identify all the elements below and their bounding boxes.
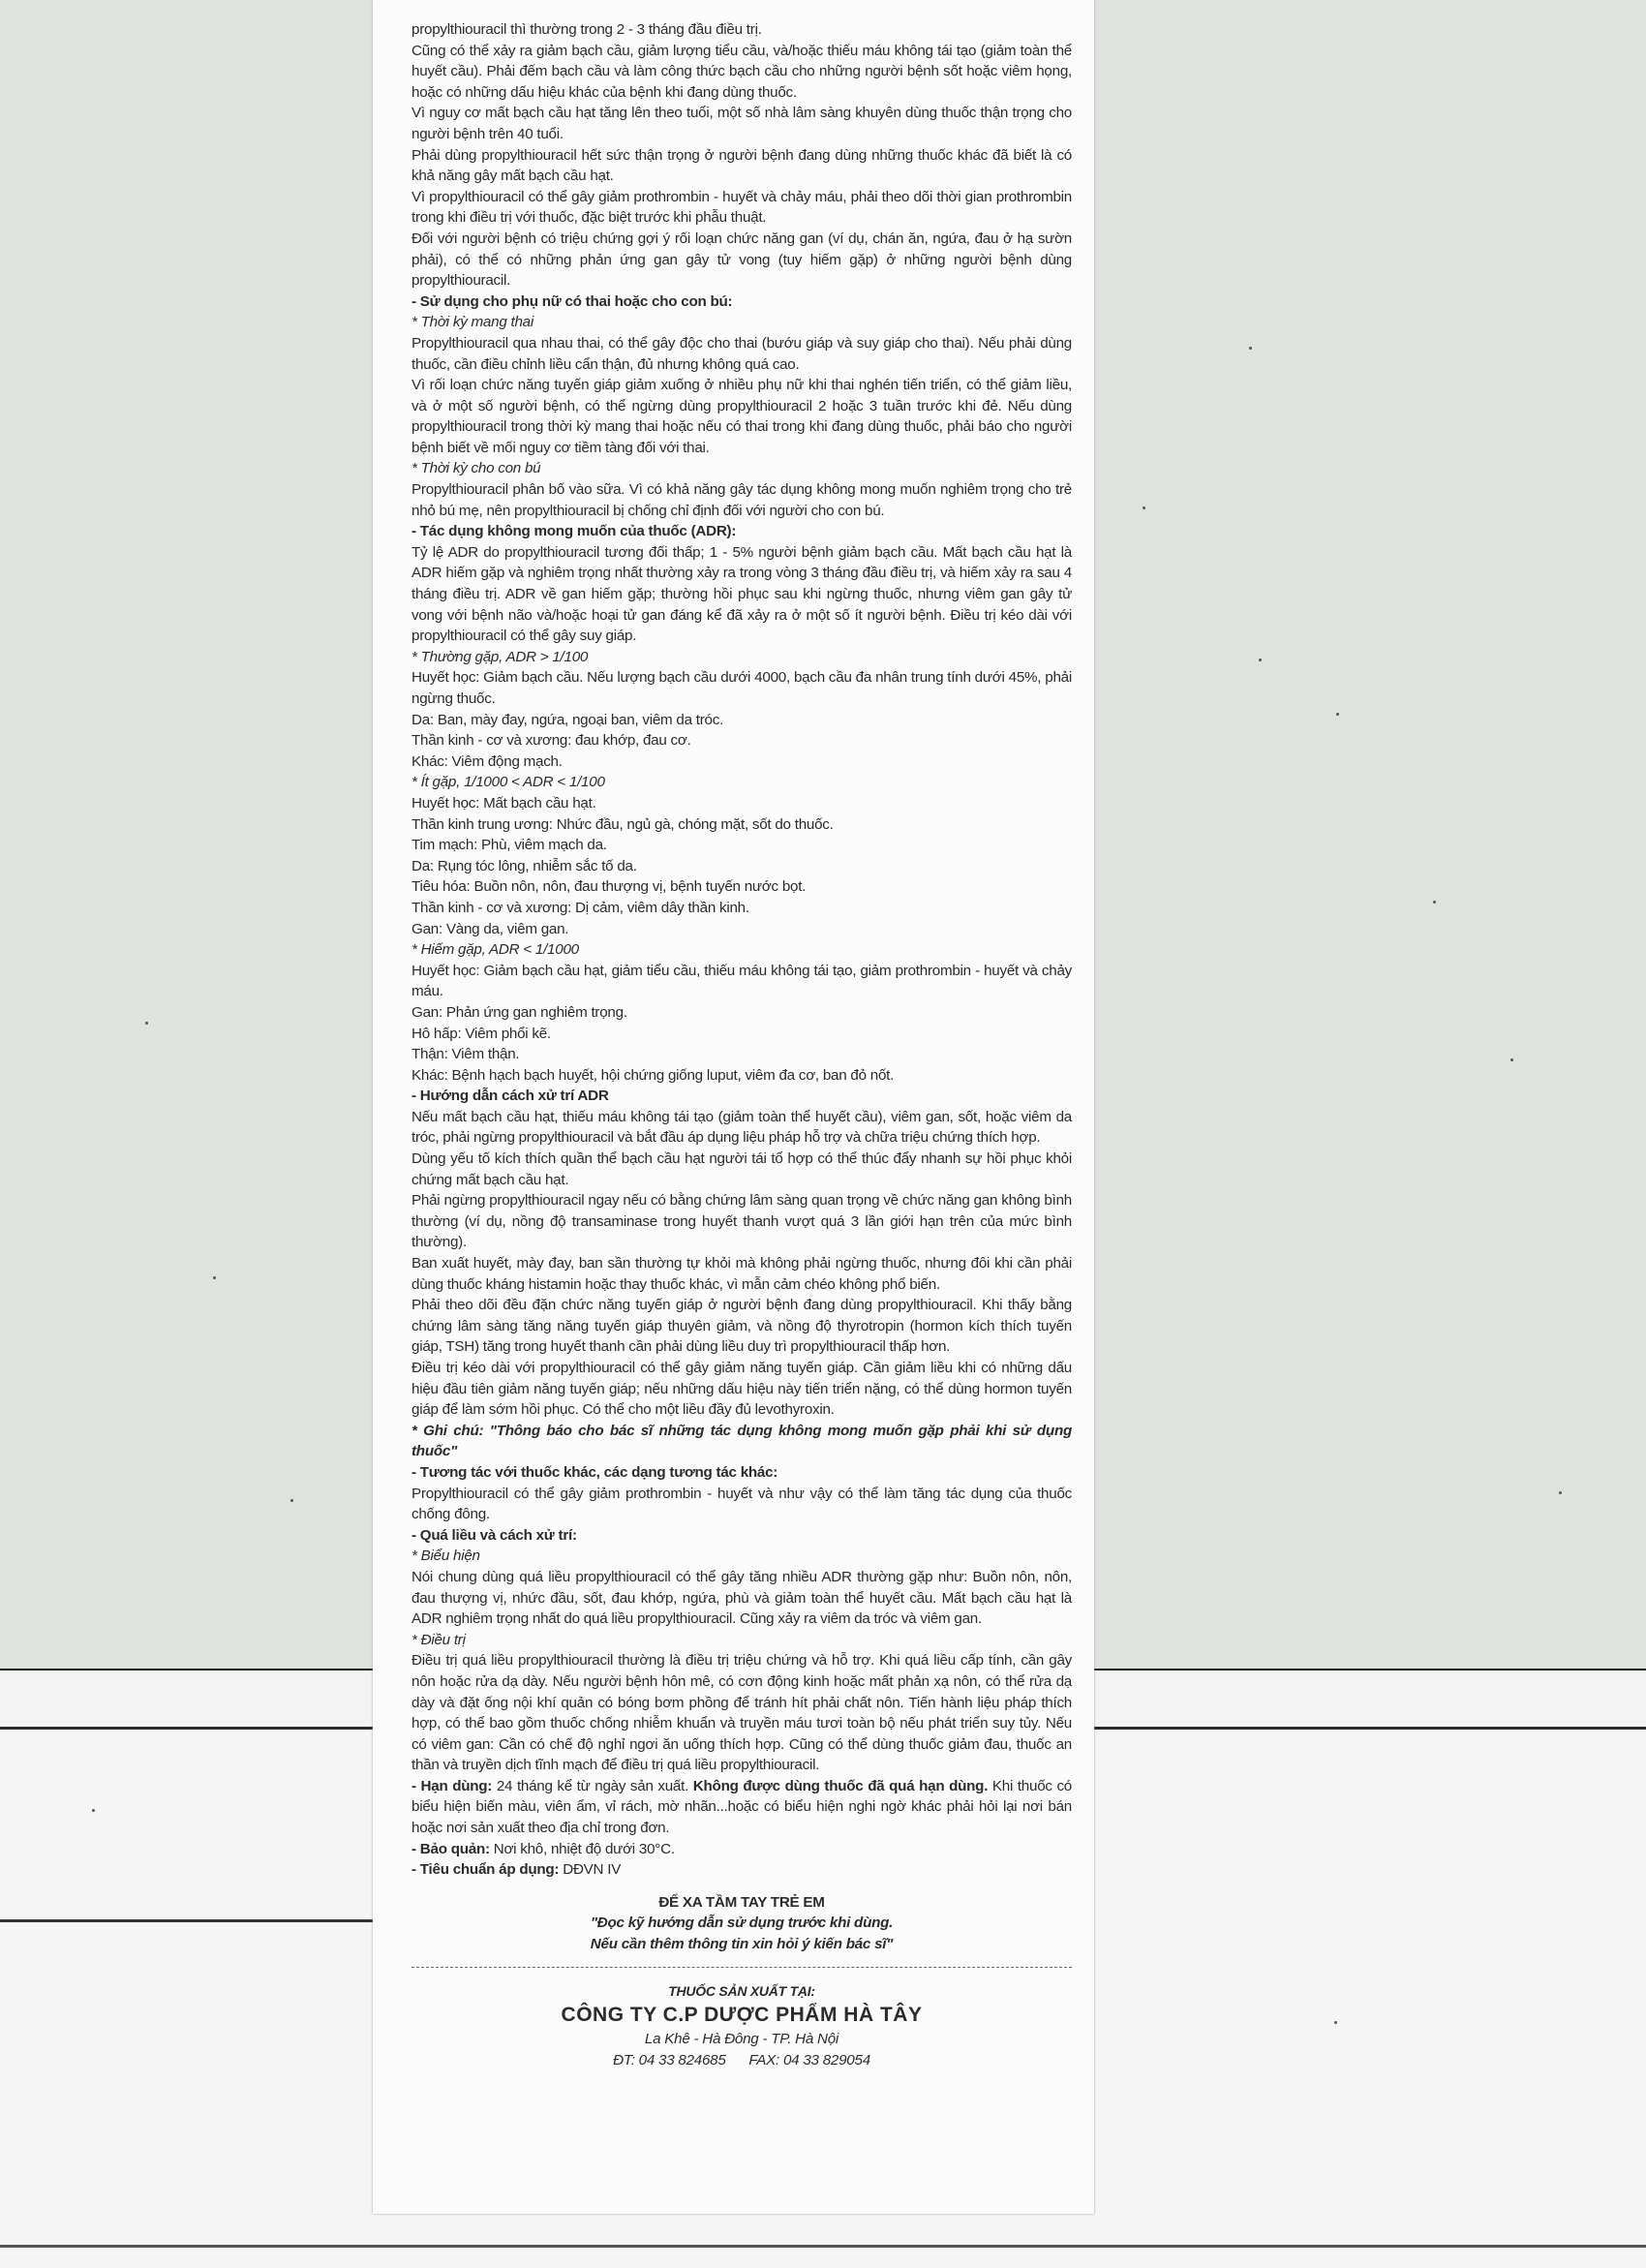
body-paragraph: Propylthiouracil có thể gây giảm prothrombin - huyết và như vậy có thể làm tăng tác dụng của thuốc chống đông.: [412, 1485, 1072, 1523]
section-heading: - Tác dụng không mong muốn của thuốc (ADR):: [412, 523, 737, 540]
dust-speck: [1559, 1491, 1562, 1494]
body-paragraph: Vì rối loạn chức năng tuyến giáp giảm xuống ở nhiều phụ nữ khi thai nghén tiến triển, có thể giảm liều, và ở một số người bệnh, có thể ngừng dùng propylthiouracil 2 hoặc 3 tuần trước khi đẻ. Nếu dùng propylthiouracil trong thời kỳ mang thai hoặc nếu có thai trong khi đang dùng thuốc, phải báo cho người bệnh biết về mối nguy cơ tiềm tàng đối với thai.: [412, 377, 1072, 456]
body-paragraph: Dùng yếu tố kích thích quần thể bạch cầu hạt người tái tổ hợp có thể thúc đẩy nhanh sự hồi phục khỏi chứng mất bạch cầu hạt.: [412, 1150, 1072, 1188]
subsection-heading: * Thời kỳ mang thai: [412, 314, 533, 331]
note-paragraph: * Ghi chú: "Thông báo cho bác sĩ những tác dụng không mong muốn gặp phải khi sử dụng thuốc": [412, 1422, 1072, 1460]
standard: [412, 1859, 1072, 1881]
dust-speck: [145, 1022, 148, 1025]
body-paragraph: Hô hấp: Viêm phổi kẽ.: [412, 1025, 551, 1042]
leaflet-page: [373, 0, 1094, 2214]
section-heading: - Hướng dẫn cách xử trí ADR: [412, 1088, 609, 1105]
dust-speck: [92, 1809, 95, 1812]
body-paragraph: Tỷ lệ ADR do propylthiouracil tương đối thấp; 1 - 5% người bệnh giảm bạch cầu. Mất bạch cầu hạt là ADR hiếm gặp và nghiêm trọng nhất thường xảy ra trong vòng 3 tháng đầu điều trị, và hiếm xảy ra sau 4 tháng điều trị. ADR về gan hiếm gặp; thường hồi phục sau khi ngừng thuốc, nhưng viêm gan gây tử vong với bệnh não và/hoặc hoại tử gan đáng kể đã xảy ra ở một số ít người bệnh. Điều trị kéo dài với propylthiouracil có thể gây suy giáp.: [412, 543, 1072, 645]
body-paragraph: Huyết học: Giảm bạch cầu hạt, giảm tiểu cầu, thiếu máu không tái tạo, giảm prothrombin - huyết và chảy máu.: [412, 962, 1072, 1000]
body-paragraph: Phải dùng propylthiouracil hết sức thận trọng ở người bệnh đang dùng những thuốc khác đã biết là có khả năng gây mất bạch cầu hạt.: [412, 146, 1072, 185]
company-phone-fax: ĐT: 04 33 824685 FAX: 04 33 829054: [613, 2051, 870, 2069]
shelf-life-text: 24 tháng kể từ ngày sản xuất.: [492, 1777, 693, 1794]
subsection-heading: * Hiếm gặp, ADR < 1/1000: [412, 941, 579, 959]
body-paragraph: Phải theo dõi đều đặn chức năng tuyến giáp ở người bệnh đang dùng propylthiouracil. Khi thấy bằng chứng lâm sàng tăng năng tuyến giáp thuyên giảm, và nồng độ thyrotropin (hormon kích thích tuyến giáp, TSH) tăng trong huyết thanh cần phải dùng liều duy trì propylthiouracil thấp hơn.: [412, 1297, 1072, 1356]
advice-quote-line1: "Đọc kỹ hướng dẫn sử dụng trước khi dùng.: [590, 1915, 894, 1932]
body-paragraph: Propylthiouracil qua nhau thai, có thể gây độc cho thai (bướu giáp và suy giáp cho thai). Nếu phải dùng thuốc, cần điều chỉnh liều cẩn thận, đủ nhưng không quá cao.: [412, 334, 1072, 373]
body-paragraph: Thần kinh - cơ và xương: đau khớp, đau cơ.: [412, 732, 691, 750]
body-paragraph: Nói chung dùng quá liều propylthiouracil có thể gây tăng nhiều ADR thường gặp như: Buồn nôn, nôn, đau thượng vị, nhức đầu, sốt, đau khớp, ngứa, phù và giảm toàn thể huyết cầu. Mất bạch cầu hạt là ADR nghiêm trọng nhất do quá liều propylthiouracil. Cũng xảy ra viêm da tróc và viêm gan.: [412, 1568, 1072, 1628]
advice-quote-line2: Nếu cần thêm thông tin xin hỏi ý kiến bác sĩ": [590, 1936, 894, 1953]
company-address: La Khê - Hà Đông - TP. Hà Nội: [644, 2031, 839, 2048]
body-paragraph: Tiêu hóa: Buồn nôn, nôn, đau thượng vị, bệnh tuyến nước bọt.: [412, 878, 807, 896]
leaflet-text: [412, 19, 1072, 2070]
company-name: CÔNG TY C.P DƯỢC PHẨM HÀ TÂY: [561, 2004, 923, 2027]
body-paragraph: Thận: Viêm thận.: [412, 1046, 520, 1063]
body-paragraph: Gan: Phản ứng gan nghiêm trọng.: [412, 1003, 627, 1021]
body-paragraph: Vì propylthiouracil có thể gây giảm prothrombin - huyết và chảy máu, phải theo dõi thời gian prothrombin trong khi điều trị với thuốc, đặc biệt trước khi phẫu thuật.: [412, 188, 1072, 227]
body-paragraph: Phải ngừng propylthiouracil ngay nếu có bằng chứng lâm sàng quan trọng về chức năng gan không bình thường (ví dụ, nồng độ transaminase trong huyết thanh vượt quá 3 lần giới hạn trên của mức bình thường).: [412, 1192, 1072, 1251]
section-heading: - Tương tác với thuốc khác, các dạng tương tác khác:: [412, 1463, 778, 1481]
dust-speck: [1143, 506, 1145, 509]
body-paragraph: Gan: Vàng da, viêm gan.: [412, 920, 569, 937]
scanner-edge-line: [0, 1919, 373, 1922]
body-paragraph: Propylthiouracil phân bố vào sữa. Vì có khả năng gây tác dụng không mong muốn nghiêm trọng cho trẻ nhỏ bú mẹ, nên propylthiouracil bị chống chỉ định đối với người cho con bú.: [412, 481, 1072, 519]
body-paragraph: Da: Rụng tóc lông, nhiễm sắc tố da.: [412, 857, 637, 874]
body-paragraph: Thần kinh trung ương: Nhức đầu, ngủ gà, chóng mặt, sốt do thuốc.: [412, 815, 834, 833]
body-paragraph: Ban xuất huyết, mày đay, ban sần thường tự khỏi mà không phải ngừng thuốc, nhưng đôi khi cần phải dùng thuốc kháng histamin hoặc thay thuốc khác, vì mẫn cảm chéo không phổ biến.: [412, 1255, 1072, 1293]
shelf-life-label: - Hạn dùng:: [412, 1777, 493, 1794]
body-paragraph: Đối với người bệnh có triệu chứng gợi ý rối loạn chức năng gan (ví dụ, chán ăn, ngứa, đau ở hạ sườn phải), có thể có những phản ứng gan gây tử vong (tuy hiếm gặp) ở những người bệnh dùng propylthiouracil.: [412, 230, 1072, 290]
body-paragraph: Tim mạch: Phù, viêm mạch da.: [412, 837, 607, 854]
dust-speck: [1510, 1058, 1513, 1061]
dust-speck: [213, 1276, 216, 1279]
storage: [412, 1839, 1072, 1860]
subsection-heading: * Biểu hiện: [412, 1548, 480, 1565]
body-paragraph: Thần kinh - cơ và xương: Dị cảm, viêm dây thần kinh.: [412, 899, 749, 916]
shelf-life-detail: Khi thuốc có biểu hiện biến màu, viên ẩm, vỉ rách, mờ nhãn...hoặc có biểu hiện nghi ngờ khác phải hỏi lại nơi bán hoặc nơi sản xuất theo địa chỉ trong đơn.: [412, 1777, 1072, 1837]
dashed-divider: [412, 1967, 1072, 1968]
body-paragraph: propylthiouracil thì thường trong 2 - 3 tháng đầu điều trị.: [412, 21, 762, 38]
body-paragraph: Khác: Bệnh hạch bạch huyết, hội chứng giống luput, viêm đa cơ, ban đỏ nốt.: [412, 1066, 895, 1084]
section-heading: - Sử dụng cho phụ nữ có thai hoặc cho con bú:: [412, 292, 733, 310]
manufacturer-label: THUỐC SẢN XUẤT TẠI:: [668, 1982, 815, 1999]
body-paragraph: Điều trị kéo dài với propylthiouracil có thể gây giảm năng tuyến giáp. Cần giảm liều khi có những dấu hiệu đầu tiên giảm năng tuyến giáp; nếu những dấu hiệu này tiến triển nặng, có thể dùng hormon tuyến giáp để làm sớm hồi phục. Có thể cho một liều đầy đủ levothyroxin.: [412, 1360, 1072, 1419]
body-paragraph: Huyết học: Giảm bạch cầu. Nếu lượng bạch cầu dưới 4000, bạch cầu đa nhân trung tính dưới 45%, phải ngừng thuốc.: [412, 669, 1072, 707]
body-paragraph: Huyết học: Mất bạch cầu hạt.: [412, 794, 596, 812]
dust-speck: [290, 1499, 293, 1502]
shelf-life-warning: Không được dùng thuốc đã quá hạn dùng.: [692, 1777, 989, 1794]
subsection-heading: * Thời kỳ cho con bú: [412, 460, 541, 477]
subsection-heading: * Điều trị: [412, 1631, 466, 1648]
body-paragraphs: [412, 19, 1072, 1776]
dust-speck: [1249, 347, 1252, 350]
standard-label: - Tiêu chuẩn áp dụng:: [412, 1861, 560, 1879]
dust-speck: [1433, 901, 1436, 904]
dust-speck: [1336, 713, 1339, 716]
dust-speck: [1259, 659, 1262, 661]
subsection-heading: * Ít gặp, 1/1000 < ADR < 1/100: [412, 774, 605, 791]
scanner-edge-line: [0, 2245, 1646, 2248]
body-paragraph: Khác: Viêm động mạch.: [412, 752, 563, 770]
child-warning: ĐỂ XA TẦM TAY TRẺ EM: [658, 1893, 825, 1911]
body-paragraph: Nếu mất bạch cầu hạt, thiếu máu không tái tạo (giảm toàn thể huyết cầu), viêm gan, sốt, hoặc viêm da tróc, phải ngừng propylthiouracil và bắt đầu áp dụng liệu pháp hỗ trợ và chữa triệu chứng thích hợp.: [412, 1108, 1072, 1147]
body-paragraph: Da: Ban, mày đay, ngứa, ngoại ban, viêm da tróc.: [412, 711, 724, 728]
body-paragraph: Cũng có thể xảy ra giảm bạch cầu, giảm lượng tiểu cầu, và/hoặc thiếu máu không tái tạo (giảm toàn thể huyết cầu). Phải đếm bạch cầu và làm công thức bạch cầu cho những người bệnh sốt hoặc viêm họng, hoặc có những dấu hiệu khác của bệnh khi đang dùng thuốc.: [412, 42, 1072, 101]
subsection-heading: * Thường gặp, ADR > 1/100: [412, 648, 589, 665]
storage-label: - Bảo quản:: [412, 1840, 490, 1857]
body-paragraph: Vì nguy cơ mất bạch cầu hạt tăng lên theo tuổi, một số nhà lâm sàng khuyên dùng thuốc thận trọng cho người bệnh trên 40 tuổi.: [412, 105, 1072, 142]
standard-text: DĐVN IV: [559, 1861, 622, 1879]
section-heading: - Quá liều và cách xử trí:: [412, 1526, 577, 1544]
dust-speck: [1334, 2021, 1337, 2024]
shelf-life: [412, 1776, 1072, 1839]
storage-text: Nơi khô, nhiệt độ dưới 30°C.: [489, 1840, 675, 1857]
body-paragraph: Điều trị quá liều propylthiouracil thường là điều trị triệu chứng và hỗ trợ. Khi quá liều cấp tính, cần gây nôn hoặc rửa dạ dày. Nếu người bệnh hôn mê, có cơn động kinh hoặc mất phản xạ nôn, có thể rửa dạ dày và đặt ống nội khí quản có bóng bơm phồng để tránh hít phải chất nôn. Tiến hành liệu pháp thích hợp, có thể bao gồm thuốc chống nhiễm khuẩn và truyền máu tươi toàn bộ nếu phát triển suy tủy. Nếu có viêm gan: Cần có chế độ nghỉ ngơi ăn uống thích hợp. Cũng có thể dùng thuốc giảm đau, thuốc an thần và truyền dịch tĩnh mạch để điều trị quá liều propylthiouracil.: [412, 1652, 1072, 1774]
